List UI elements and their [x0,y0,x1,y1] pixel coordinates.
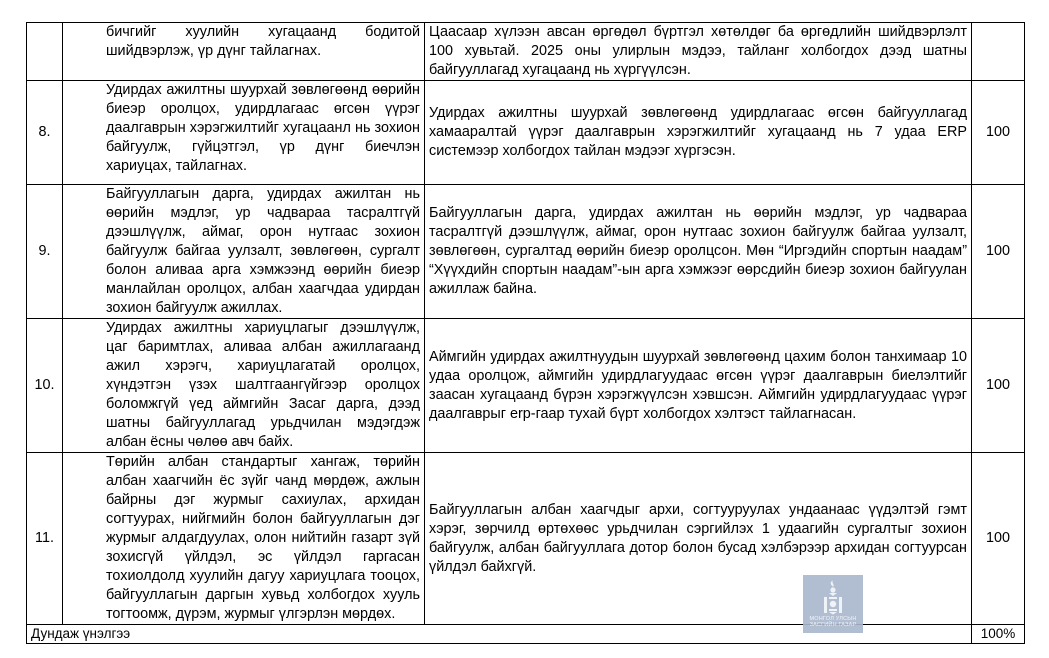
average-score: 100% [972,625,1025,644]
task-cell: Байгууллагын дарга, удирдах ажилтан нь өөрийн мэдлэг, ур чадвараа тасралтгүй дээшлүүлж, аймаг, орон нутгаас зохион байгуулж байгаа уулзалт, зөвлөгөөн, сургалт болон аливаа арга хэмжээнд өөрийн биеэр манлайлан оролцох, албан хаагчдаа удирдан зохион байгуулж ажиллах. [63,185,425,319]
score-cell: 100 [972,81,1025,185]
soyombo-emblem-icon [820,579,846,615]
row-number: 10. [27,319,63,453]
seal-text-line2: ЗАСГИЙН ГАЗАР [809,622,857,628]
task-cell: Удирдах ажилтны хариуцлагыг дээшлүүлж, цаг баримтлах, аливаа албан ажиллагаанд ажил хэрэгч, хариуцлагатай оролцох, хүндэтгэн үзэх шалтгаангүйгээр оролцох боломжгүй үед аймгийн Засаг дарга, дээд шатны байгууллагад урьдчилан мэдэгдэж албан ёсны чөлөө авч байх. [63,319,425,453]
evaluation-table [26,22,1025,644]
average-row [27,625,1025,644]
table-row [27,81,1025,185]
score-cell: 100 [972,185,1025,319]
task-cell: бичгийг хуулийн хугацаанд бодитой шийдвэрлэж, үр дүнг тайлагнах. [63,23,425,81]
result-cell: Цаасаар хүлээн авсан өргөдөл бүртгэл хөтөлдөг ба өргөдлийн шийдвэрлэлт 100 хувьтай. 2025 оны улирлын мэдээ, тайланг холбогдох дээд шатны байгууллагад хугацаанд нь хүргүүлсэн. [425,23,972,81]
result-cell: Байгууллагын дарга, удирдах ажилтан нь өөрийн мэдлэг, ур чадвараа тасралтгүй дээшлүүлж, аймаг, орон нутгаас зохион байгуулж байгаа уулзалт, зөвлөгөөн, сургалтад өөрийн биеэр оролцсон. Мөн “Иргэдийн спортын наадам” “Хүүхдийн спортын наадам”-ын арга хэмжээг өөрсдийн биеэр зохион байгуулан ажиллаж байна. [425,185,972,319]
score-cell [972,23,1025,81]
result-cell: Байгууллагын албан хаагчдыг архи, согтууруулах ундаанаас үүдэлтэй гэмт хэрэг, зөрчилд өртөхөөс урьдчилан сэргийлэх 1 удаагийн сургалтыг зохион байгуулж, албан байгууллага дотор болон бусад хэлбэрээр архидан согтуурсан үйлдэл байхгүй. [425,453,972,625]
average-label: Дундаж үнэлгээ [27,625,972,644]
row-number: 9. [27,185,63,319]
table-row [27,23,1025,81]
row-number: 11. [27,453,63,625]
result-cell: Аймгийн удирдах ажилтнуудын шуурхай зөвлөгөөнд цахим болон танхимаар 10 удаа оролцож, аймгийн удирдлагуудаас өгсөн үүрэг даалгаврын биелэлтийг заасан хугацаанд бүрэн хэрэгжүүлсэн хэвшсэн. Аймгийн удирдлагуудаас үүрэг даалгаврыг erp-гаар тухай бүрт холбогдох хэлтэст тайлагнасан. [425,319,972,453]
table-row [27,453,1025,625]
table-row [27,185,1025,319]
row-number [27,23,63,81]
result-cell: Удирдах ажилтны шуурхай зөвлөгөөнд удирдлагаас өгсөн байгууллагад хамааралтай үүрэг даалгаврын хэрэгжилтийг хугацаанд нь 7 удаа ERP системээр холбогдох тайлан мэдээг хүргэсэн. [425,81,972,185]
seal-text-line1: МОНГОЛ УЛСЫН [809,616,857,622]
score-cell: 100 [972,453,1025,625]
government-seal-logo [803,575,863,633]
score-cell: 100 [972,319,1025,453]
task-cell: Төрийн албан стандартыг хангаж, төрийн албан хаагчийн ёс зүйг чанд мөрдөж, ажлын байрны дэг журмыг сахиулах, архидан согтуурах, нийгмийн болон байгууллагын дэг журмыг алдагдуулах, олон нийтийн газарт зүй зохисгүй үйлдэл, эс үйлдэл гаргасан тохиолдолд хуулийн дагуу хариуцлага тооцох, байгууллагын даргын хувьд холбогдох хууль тогтоомж, дүрэм, журмыг үлгэрлэн мөрдөх. [63,453,425,625]
table-row [27,319,1025,453]
row-number: 8. [27,81,63,185]
task-cell: Удирдах ажилтны шуурхай зөвлөгөөнд өөрийн биеэр оролцох, удирдлагаас өгсөн үүрэг даалгаврын хэрэгжилтийг хугацаанл нь зохион байгуулж, гүйцэтгэл, үр дүнг биечлэн хариуцах, тайлагнах. [63,81,425,185]
